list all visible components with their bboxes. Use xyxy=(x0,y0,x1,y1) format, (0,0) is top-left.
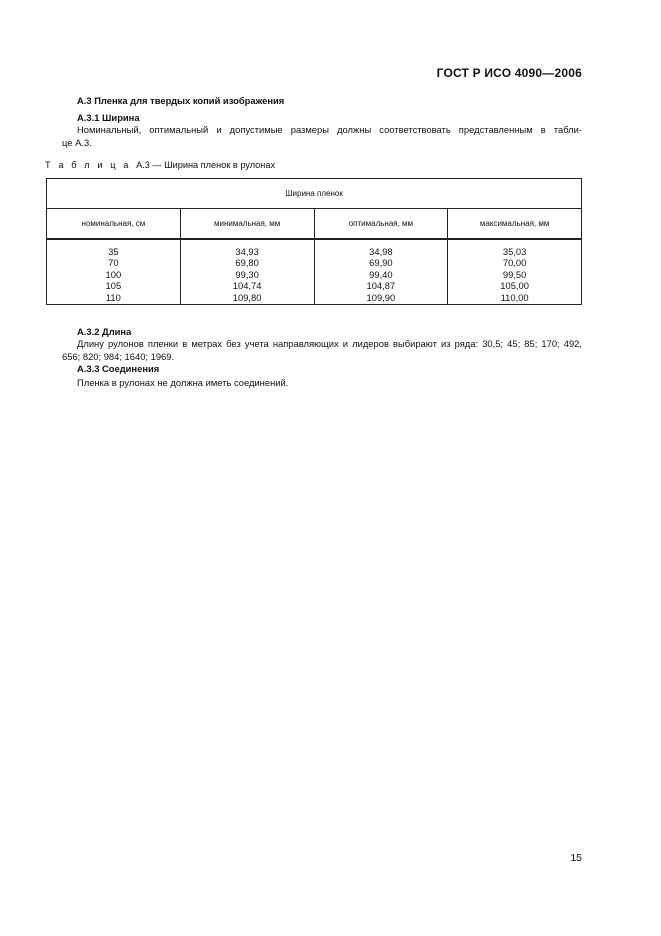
table-cell: 34,93 xyxy=(235,246,259,257)
table-cell: 70,00 xyxy=(502,257,527,269)
table-cell: 99,30 xyxy=(235,268,259,280)
table-cell: 104,87 xyxy=(366,280,396,292)
table-group-header: Ширина пленок xyxy=(47,179,582,209)
table-cell: 35 xyxy=(108,246,119,257)
width-paragraph-line1: Номинальный, оптимальный и допустимые размеры должны соответствовать представленным в табли- xyxy=(77,124,582,135)
page-number: 15 xyxy=(570,852,582,864)
table-cell: 69,80 xyxy=(235,257,259,269)
table-caption-prefix: Т а б л и ц а xyxy=(45,160,131,170)
subsection-length-heading: А.3.2 Длина xyxy=(77,326,132,337)
column-minimum xyxy=(180,239,314,305)
table-cell: 69,90 xyxy=(369,257,393,269)
table-cell: 110,00 xyxy=(500,291,529,303)
header-optimal: оптимальная, мм xyxy=(314,209,448,240)
width-paragraph-line2: це А.3. xyxy=(62,137,92,148)
header-nominal: номинальная, см xyxy=(47,209,181,240)
length-paragraph-line2: 656; 820; 984; 1640; 1969. xyxy=(62,351,175,362)
table-cell: 104,74 xyxy=(232,280,262,292)
joints-paragraph: Пленка в рулонах не должна иметь соединений. xyxy=(77,377,289,388)
document-code: ГОСТ Р ИСО 4090—2006 xyxy=(436,66,582,80)
section-title: А.3 Пленка для твердых копий изображения xyxy=(77,95,285,106)
table-cell: 110 xyxy=(105,291,121,303)
table-cell: 100 xyxy=(105,268,122,280)
subsection-joints-heading: А.3.3 Соединения xyxy=(77,363,160,374)
table-cell: 109,80 xyxy=(232,291,262,303)
column-nominal xyxy=(47,239,181,305)
film-width-table xyxy=(46,178,582,305)
table-cell: 70 xyxy=(108,257,119,269)
table-caption-title: А.3 — Ширина пленок в рулонах xyxy=(130,160,276,170)
table-caption xyxy=(45,160,275,170)
table-cell: 105,00 xyxy=(500,280,529,292)
table-cell: 35,03 xyxy=(502,246,527,257)
length-paragraph-line1: Длину рулонов пленки в метрах без учета направляющих и лидеров выбирают из ряда: 30,5; 45; 85; 170; 492, xyxy=(77,338,582,349)
column-maximum xyxy=(448,239,582,305)
table-cell: 105 xyxy=(105,280,122,292)
table-cell: 99,50 xyxy=(502,268,527,280)
subsection-width-heading: А.3.1 Ширина xyxy=(77,112,140,123)
table-cell: 109,90 xyxy=(366,291,396,303)
table-cell: 34,98 xyxy=(369,246,393,257)
header-minimum: минимальная, мм xyxy=(180,209,314,240)
header-maximum: максимальная, мм xyxy=(448,209,582,240)
column-optimal xyxy=(314,239,448,305)
table-cell: 99,40 xyxy=(369,268,393,280)
